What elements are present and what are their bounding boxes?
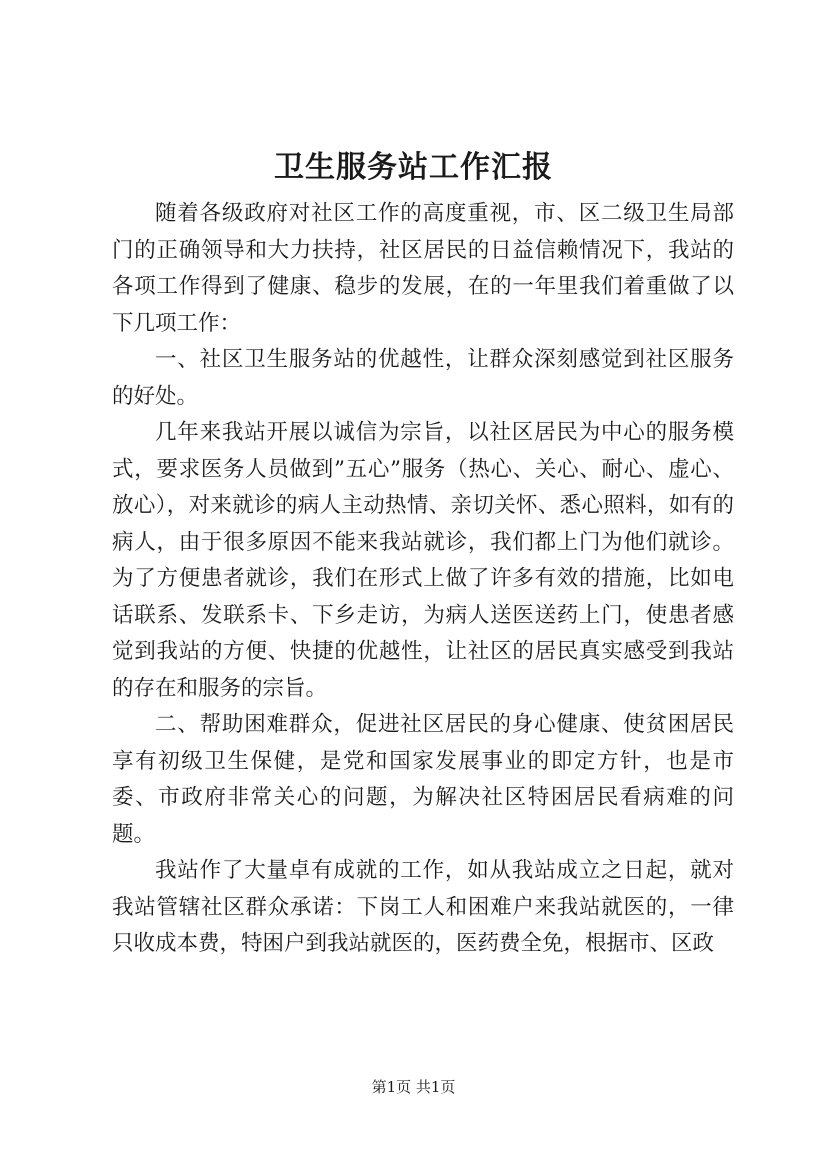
- document-body: [112, 196, 734, 963]
- page-footer: 第1页 共1页: [371, 1078, 456, 1096]
- paragraph-heading-two: 二、帮助困难群众，促进社区居民的身心健康、使贫困居民享有初级卫生保健，是党和国家发展事业的即定方针，也是市委、市政府非常关心的问题，为解决社区特困居民看病难的问题。: [112, 712, 734, 847]
- paragraph-achievements: 我站作了大量卓有成就的工作，如从我站成立之日起，就对我站管辖社区群众承诺：下岗工人和困难户来我站就医的，一律只收成本费，特困户到我站就医的，医药费全免，根据市、区政: [112, 858, 734, 956]
- document-title: 卫生服务站工作汇报: [274, 150, 553, 185]
- paragraph-heading-one: 一、社区卫生服务站的优越性，让群众深刻感觉到社区服务的好处。: [112, 347, 734, 409]
- paragraph-service-model: 几年来我站开展以诚信为宗旨，以社区居民为中心的服务模式，要求医务人员做到”五心”服务（热心、关心、耐心、虚心、放心），对来就诊的病人主动热情、亲切关怀、悉心照料，如有的病人，由于很多原因不能来我站就诊，我们都上门为他们就诊。为了方便患者就诊，我们在形式上做了许多有效的措施，比如电话联系、发联系卡、下乡走访，为病人送医送药上门，使患者感觉到我站的方便、快捷的优越性，让社区的居民真实感受到我站的存在和服务的宗旨。: [112, 420, 734, 701]
- paragraph-intro: 随着各级政府对社区工作的高度重视，市、区二级卫生局部门的正确领导和大力扶持，社区居民的日益信赖情况下，我站的各项工作得到了健康、稳步的发展，在的一年里我们着重做了以下几项工作：: [112, 201, 734, 336]
